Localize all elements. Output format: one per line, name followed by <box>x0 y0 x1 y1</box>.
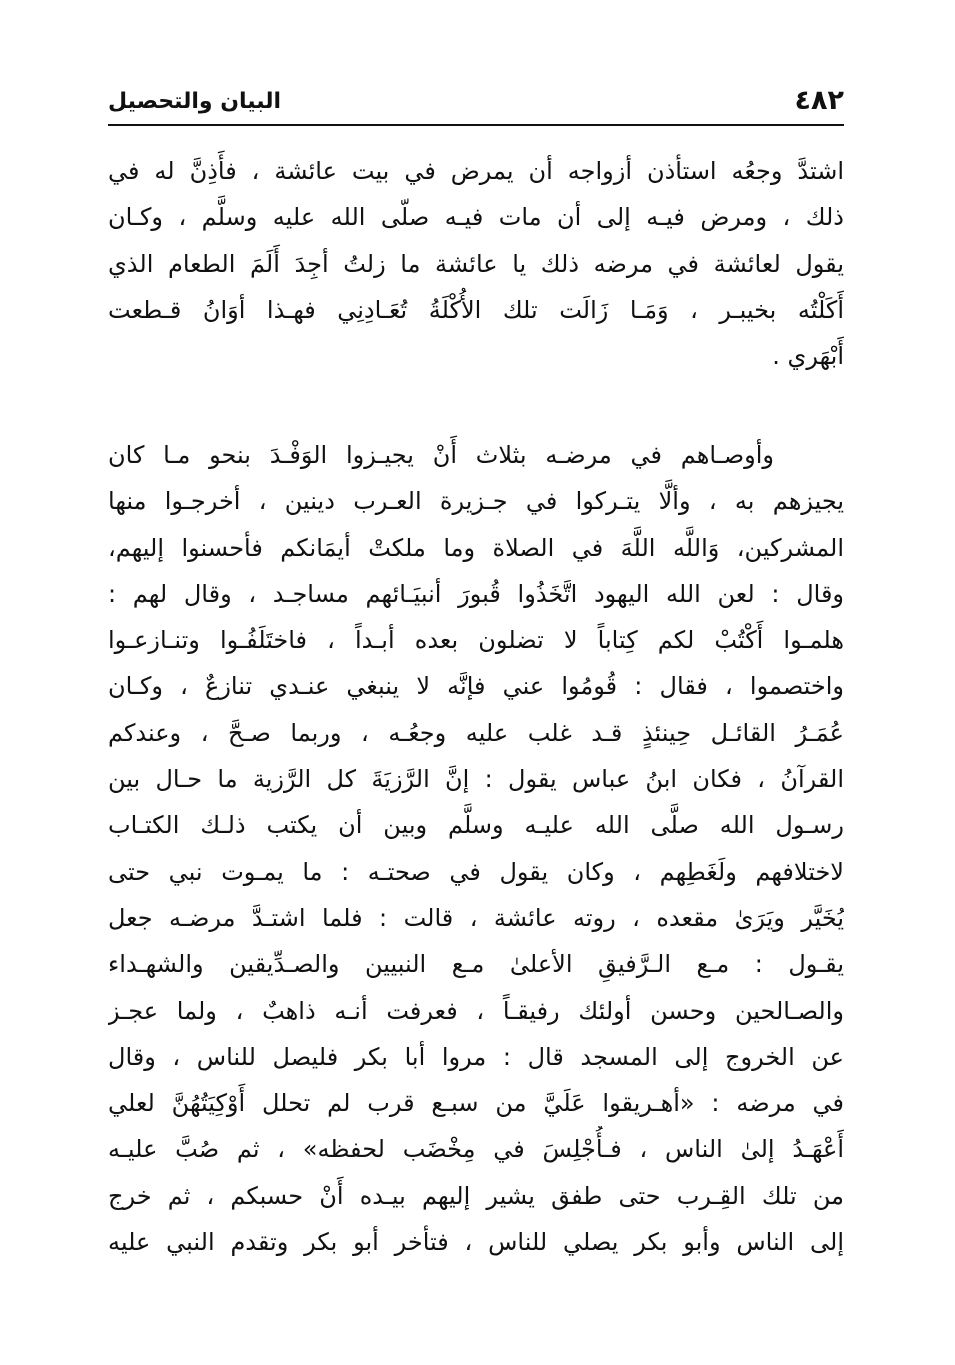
text-line: هلمـوا أَكْتُبْ لكم كِتاباً لا تضلون بعده أبـداً ، فاختَلَفُـوا وتنـازعـوا <box>108 626 844 655</box>
text-line: والصـالحين وحسن أولئك رفيقـاً ، فعرفت أنـه ذاهبٌ ، ولما عجـز <box>108 996 844 1025</box>
text-line: لاختلافهم ولَغَطِهم ، وكان يقول في صحتـه : ما يمـوت نبي حتى <box>108 857 844 886</box>
text-line: إلى الناس وأبو بكر يصلي للناس ، فتأخر أبو بكر وتقدم النبي عليه <box>108 1228 844 1257</box>
running-head <box>108 84 844 124</box>
text-line: وأوصـاهم في مرضـه بثلاث أَنْ يجيـزوا الوَفْـدَ بنحو مـا كان <box>108 441 774 469</box>
text-line: في مرضه : «أهـريقوا عَلَيَّ من سبـع قرب لم تحلل أَوْكِيَتُهُنَّ لعلي <box>108 1089 844 1118</box>
text-line: القرآنُ ، فكان ابنُ عباس يقول : إنَّ الرَّزيَةَ كل الرَّزية ما حـال بين <box>108 765 844 794</box>
header-rule <box>108 124 844 126</box>
book-title: البيان والتحصيل <box>108 89 282 114</box>
text-line: يقـول : مـع الـرَّفيقِ الأعلىٰ مـع النبيين والصـدِّيقين والشهـداء <box>108 950 844 979</box>
text-line: أَكَلْتُه بخيبـر ، وَمَـا زَالَت تلك الأُكْلَةُ تُعَـادِنِي فهـذا أوَانُ قـطعت <box>108 295 844 324</box>
text-line: عن الخروج إلى المسجد قال : مروا أبا بكر فليصل للناس ، وقال <box>108 1042 844 1071</box>
text-line: من تلك القِـرب حتى طفق يشير إليهم بيـده أَنْ حسبكم ، ثم خرج <box>108 1181 844 1210</box>
text-line: أَعْهَـدُ إلىٰ الناس ، فـأُجْلِسَ في مِخْضَب لحفظه» ، ثم صُبَّ عليـه <box>108 1135 844 1164</box>
page-number: ٤٨٢ <box>794 85 844 116</box>
text-line: اشتدَّ وجعُه استأذن أزواجه أن يمرض في بيت عائشة ، فأَذِنَّ له في <box>108 157 844 185</box>
text-line: عُمَـرُ القائـل حِينئذٍ قـد غلب عليه وجعُـه ، وربما صـحَّ ، وعندكم <box>108 718 844 747</box>
text-line: المشركين، وَاللَّه اللَّهَ في الصلاة وما ملكتْ أيمَانكم فأحسنوا إليهم، <box>108 533 844 562</box>
text-line: واختصموا ، فقال : قُومُوا عني فإنَّه لا ينبغي عنـدي تنازعٌ ، وكـان <box>108 672 844 701</box>
text-line: يجيزهم به ، وألَّا يتـركوا في جـزيرة العـرب دينين ، أخرجـوا منها <box>108 487 844 516</box>
text-line: يقول لعائشة في مرضه ذلك يا عائشة ما زلتُ أجِدَ أَلَمَ الطعام الذي <box>108 249 844 278</box>
text-line: ذلك ، ومرض فيـه إلى أن مات فيـه صلّى الله عليه وسلَّم ، وكـان <box>108 203 844 232</box>
text-line: أَبْهَري . <box>772 342 844 371</box>
text-line: وقال : لعن الله اليهود اتَّخَذُوا قُبورَ أنبيَـائهم مساجـد ، وقال لهم : <box>108 579 844 608</box>
paragraph-2 <box>108 432 844 1265</box>
text-line: رسـول الله صلَّى الله عليـه وسلَّم وبين أن يكتب ذلـك الكتـاب <box>108 811 844 840</box>
paragraph-1 <box>108 148 844 379</box>
text-line: يُخَيَّر ويَرَىٰ مقعده ، روته عائشة ، قالت : فلما اشتـدَّ مرضـه جعل <box>108 903 844 932</box>
